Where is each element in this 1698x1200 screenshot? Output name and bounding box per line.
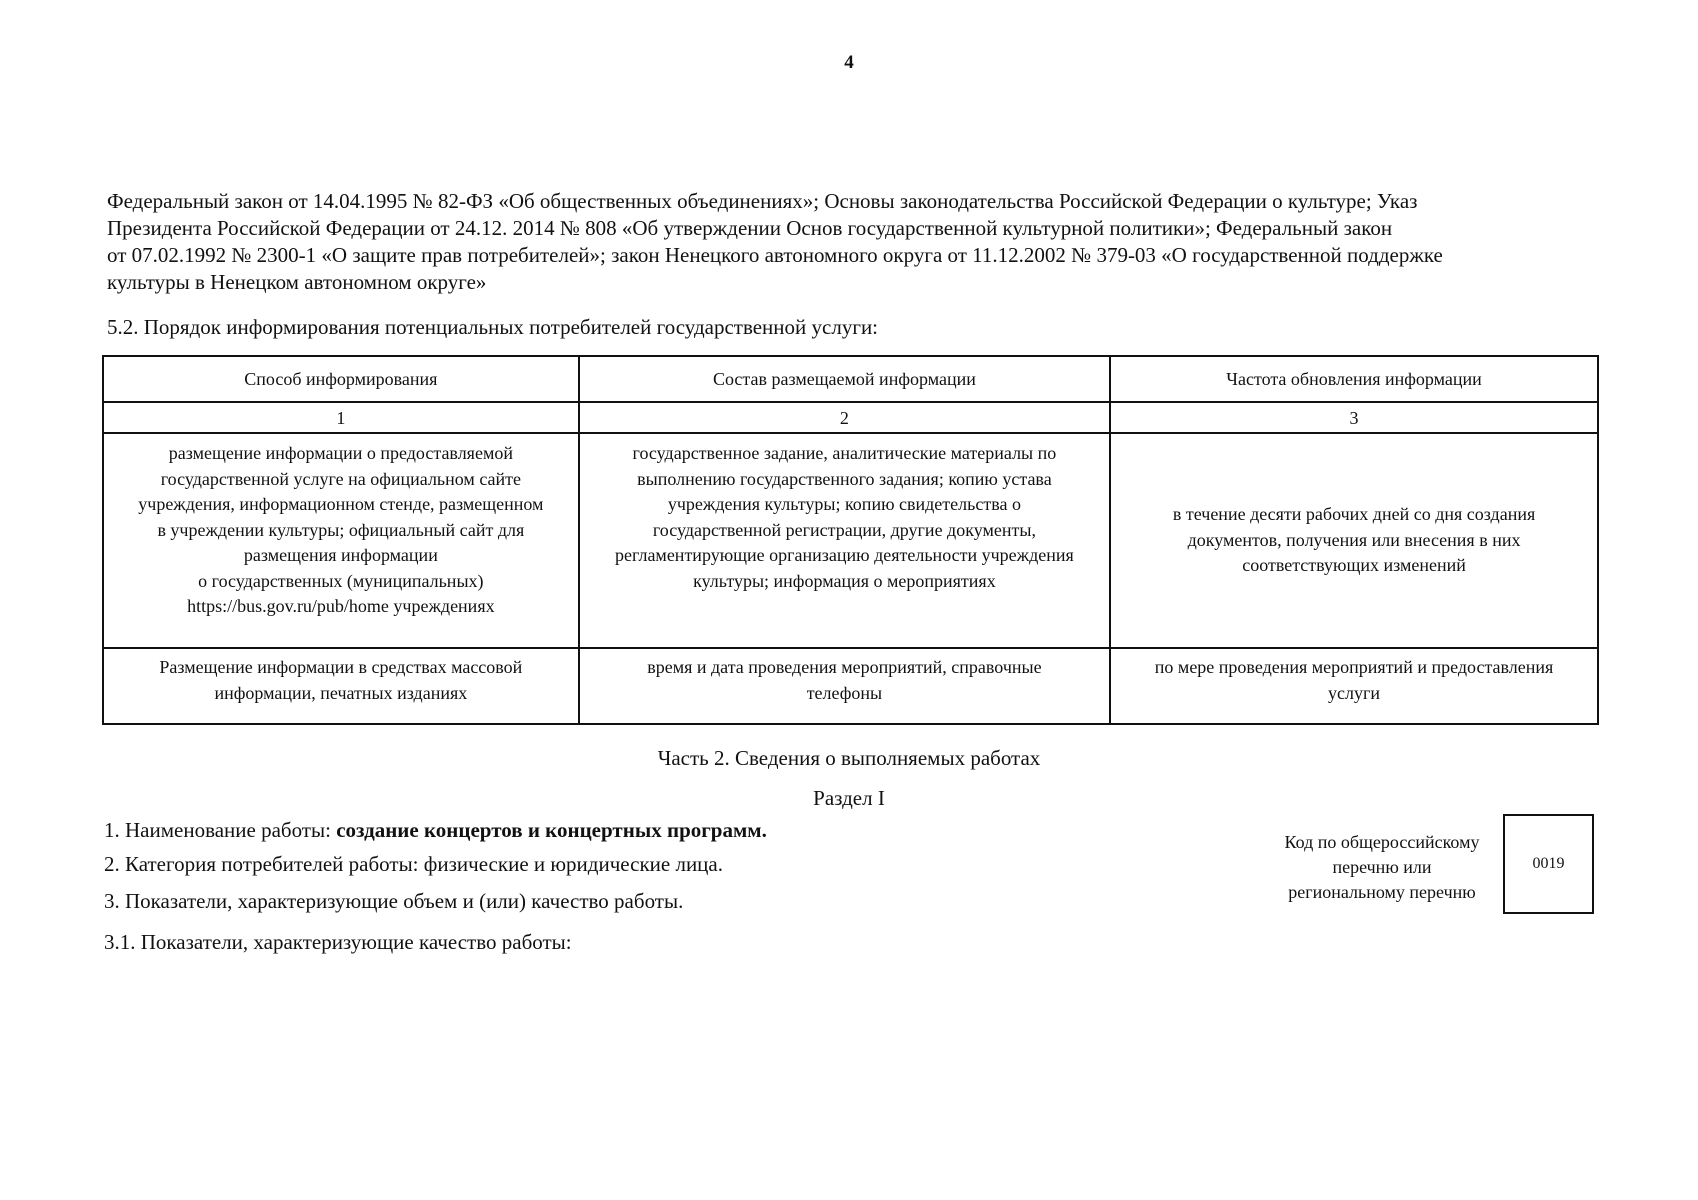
table-row	[103, 648, 1598, 724]
legal-basis-paragraph	[107, 188, 1597, 296]
header-method: Способ информирования	[103, 356, 579, 402]
column-number: 2	[579, 402, 1110, 433]
cell-line: информации, печатных изданиях	[214, 682, 468, 703]
work-name	[104, 818, 767, 843]
work-quality-indicators: 3.1. Показатели, характеризующие качество работы:	[104, 930, 572, 954]
legal-basis-line: Федеральный закон от 14.04.1995 № 82-ФЗ «Об общественных объединениях»; Основы законодательства Российской Федерации о культуре; Указ	[107, 189, 1418, 213]
cell-line: Размещение информации в средствах массовой	[159, 657, 523, 677]
cell-method	[103, 648, 579, 724]
legal-basis-line: культуры в Ненецком автономном округе»	[107, 270, 487, 294]
cell-line: телефоны	[806, 682, 883, 703]
cell-line: услуги	[1328, 682, 1381, 703]
part-2-title: Часть 2. Сведения о выполняемых работах	[657, 746, 1041, 770]
cell-line: размещение информации о предоставляемой	[168, 443, 513, 463]
cell-method	[103, 433, 579, 648]
cell-line: в течение десяти рабочих дней со дня создания	[1172, 504, 1536, 525]
cell-line: учреждения, информационном стенде, размещенном	[138, 494, 544, 514]
cell-line: документов, получения или внесения в них	[1187, 529, 1521, 550]
cell-line: регламентирующие организацию деятельности учреждения	[615, 545, 1074, 565]
information-procedure-table	[102, 355, 1599, 725]
work-name-value: создание концертов и концертных программ.	[336, 818, 767, 842]
cell-line: https://bus.gov.ru/pub/home учреждениях	[187, 596, 495, 616]
registry-code-box	[1503, 814, 1594, 914]
cell-line: время и дата проведения мероприятий, справочные	[647, 657, 1042, 677]
cell-line: размещения информации	[243, 545, 438, 565]
column-number: 1	[103, 402, 579, 433]
cell-line: по мере проведения мероприятий и предоставления	[1154, 657, 1554, 677]
registry-code-value: 0019	[1532, 855, 1565, 872]
legal-basis-line: от 07.02.1992 № 2300-1 «О защите прав потребителей»; закон Ненецкого автономного округа от 11.12.2002 № 379-03 «О государственной поддержке	[107, 243, 1443, 267]
registry-code-label	[1262, 830, 1502, 905]
cell-line: культуры; информация о мероприятиях	[693, 570, 996, 591]
code-label-line: Код по общероссийскому	[1284, 832, 1480, 852]
cell-frequency	[1110, 648, 1598, 724]
code-label-line: региональному перечню	[1288, 882, 1476, 902]
section-5-2-title: 5.2. Порядок информирования потенциальных потребителей государственной услуги:	[107, 315, 879, 339]
table-row	[103, 433, 1598, 648]
cell-content	[579, 648, 1110, 724]
cell-content	[579, 433, 1110, 648]
page-number: 4	[844, 52, 854, 73]
cell-line: учреждения культуры; копию свидетельства о	[667, 494, 1021, 514]
cell-frequency	[1110, 433, 1598, 648]
cell-line: государственной регистрации, другие документы,	[652, 519, 1036, 540]
cell-line: выполнению государственного задания; копию устава	[637, 468, 1052, 489]
code-label-line: перечню или	[1332, 857, 1432, 877]
column-number: 3	[1110, 402, 1598, 433]
table-header-row	[103, 356, 1598, 402]
legal-basis-line: Президента Российской Федерации от 24.12. 2014 № 808 «Об утверждении Основ государственной культурной политики»; Федеральный закон	[107, 216, 1393, 240]
cell-line: в учреждении культуры; официальный сайт для	[157, 519, 525, 540]
cell-line: соответствующих изменений	[1242, 555, 1466, 576]
work-consumer-category: 2. Категория потребителей работы: физические и юридические лица.	[104, 852, 723, 876]
work-name-label: 1. Наименование работы:	[104, 818, 337, 842]
column-number-row	[103, 402, 1598, 433]
header-content: Состав размещаемой информации	[579, 356, 1110, 402]
cell-line: государственное задание, аналитические материалы по	[632, 443, 1057, 463]
cell-line: о государственных (муниципальных)	[198, 570, 484, 591]
section-title: Раздел I	[813, 786, 885, 810]
cell-line: государственной услуге на официальном сайте	[160, 468, 521, 489]
header-frequency: Частота обновления информации	[1110, 356, 1598, 402]
work-indicators: 3. Показатели, характеризующие объем и (или) качество работы.	[104, 889, 684, 913]
